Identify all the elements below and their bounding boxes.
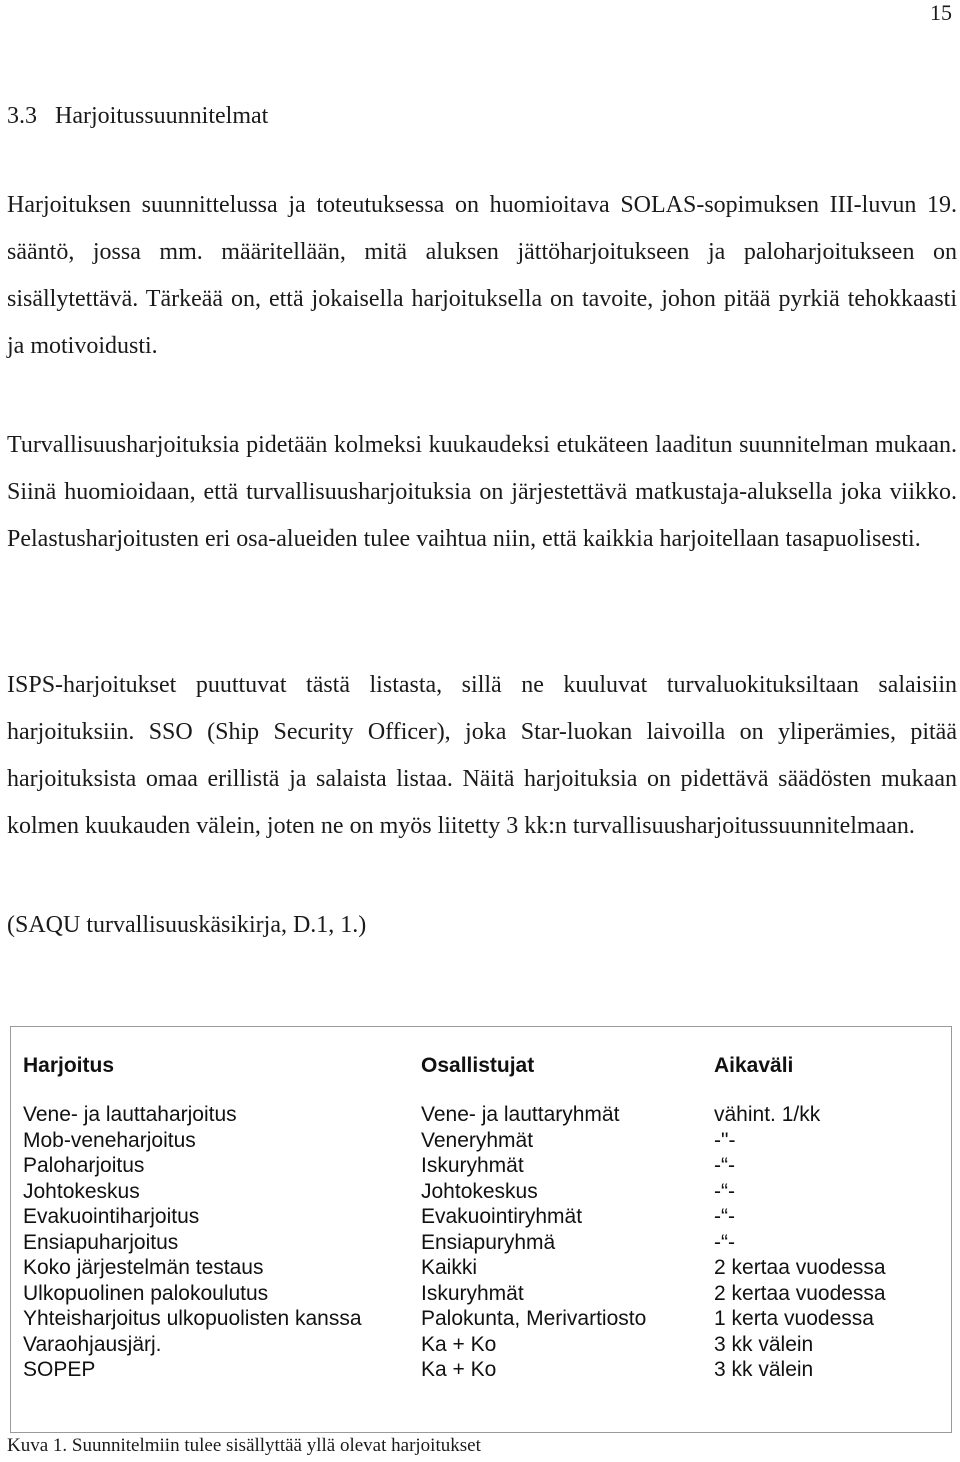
table-cell: vähint. 1/kk [714,1103,821,1126]
table-cell: Ulkopuolinen palokoulutus [23,1281,269,1305]
table-cell: Johtokeskus [23,1179,140,1203]
table-cell: SOPEP [23,1358,96,1381]
table-cell: Ka + Ko [421,1358,497,1381]
table-cell: Vene- ja lauttaryhmät [421,1103,620,1126]
table-cell: Vene- ja lauttaharjoitus [23,1103,237,1126]
table-cell: 2 kertaa vuodessa [714,1256,886,1279]
table-column-osallistujat [421,1052,646,1383]
section-heading [7,103,268,130]
table-cell: 3 kk välein [714,1358,814,1381]
table-cell: Ensiapuharjoitus [23,1230,179,1254]
table-column-aikavali [714,1052,886,1383]
table-cell: Iskuryhmät [421,1281,524,1305]
table-cell: 1 kerta vuodessa [714,1307,874,1330]
page-number: 15 [930,0,952,25]
table-cell: Koko järjestelmän testaus [23,1256,264,1279]
table-cell: 2 kertaa vuodessa [714,1281,886,1305]
paragraph: Turvallisuusharjoituksia pidetään kolmeksi kuukaudeksi etukäteen laaditun suunnitelman mukaan. Siinä huomioidaan, että turvallisuusharjoituksia on järjestettävä matkustaja-aluksella joka viikko. Pelastusharjoitusten eri osa-alueiden tulee vaihtua niin, että kaikkia harjoitellaan tasapuolisesti. [7,432,957,552]
table-cell: Paloharjoitus [23,1154,145,1177]
table-cell: -“- [714,1154,735,1177]
table-cell: Evakuointiharjoitus [23,1205,200,1228]
table-header: Aikaväli [714,1054,794,1077]
table-column-harjoitus [23,1052,362,1383]
table-cell: Johtokeskus [421,1179,538,1203]
section-title: Harjoitussuunnitelmat [55,103,269,129]
table-cell: -“- [714,1230,735,1254]
paragraph: Harjoituksen suunnittelussa ja toteutuksessa on huomioitava SOLAS-sopimuksen III-luvun 19. sääntö, jossa mm. määritellään, mitä aluksen jättöharjoitukseen ja paloharjoitukseen on sisällytettävä. Tärkeää on, että jokaisella harjoituksella on tavoite, johon pitää pyrkiä tehokkaasti ja motivoidusti. [7,192,957,359]
table-cell: Evakuointiryhmät [421,1205,583,1228]
figure-caption: Kuva 1. Suunnitelmiin tulee sisällyttää yllä olevat harjoitukset [7,1435,481,1456]
table-header: Harjoitus [23,1054,115,1077]
table-cell: Veneryhmät [421,1128,534,1152]
table-cell: Iskuryhmät [421,1154,524,1177]
table-cell: Palokunta, Merivartiosto [421,1307,647,1330]
citation: (SAQU turvallisuuskäsikirja, D.1, 1.) [7,912,367,938]
table-header: Osallistujat [421,1054,535,1077]
table-cell: Yhteisharjoitus ulkopuolisten kanssa [23,1307,362,1330]
table-cell: Ensiapuryhmä [421,1230,556,1254]
table-cell: Mob-veneharjoitus [23,1128,196,1152]
table-cell: -“- [714,1179,735,1203]
table-cell: -"- [714,1128,736,1152]
table-cell: -“- [714,1205,735,1228]
table-cell: Kaikki [421,1256,478,1279]
paragraph: ISPS-harjoitukset puuttuvat tästä listasta, sillä ne kuuluvat turvaluokituksiltaan salaisiin harjoituksiin. SSO (Ship Security Officer), joka Star-luokan laivoilla on yliperämies, pitää harjoituksista omaa erillistä ja salaista listaa. Näitä harjoituksia on pidettävä säädösten mukaan kolmen kuukauden välein, joten ne on myös liitetty 3 kk:n turvallisuusharjoitussuunnitelmaan. [7,672,957,839]
table-cell: Varaohjausjärj. [23,1332,162,1356]
exercise-table [10,1026,952,1433]
table-cell: 3 kk välein [714,1332,814,1356]
table-cell: Ka + Ko [421,1332,497,1356]
section-number: 3.3 [7,103,37,129]
